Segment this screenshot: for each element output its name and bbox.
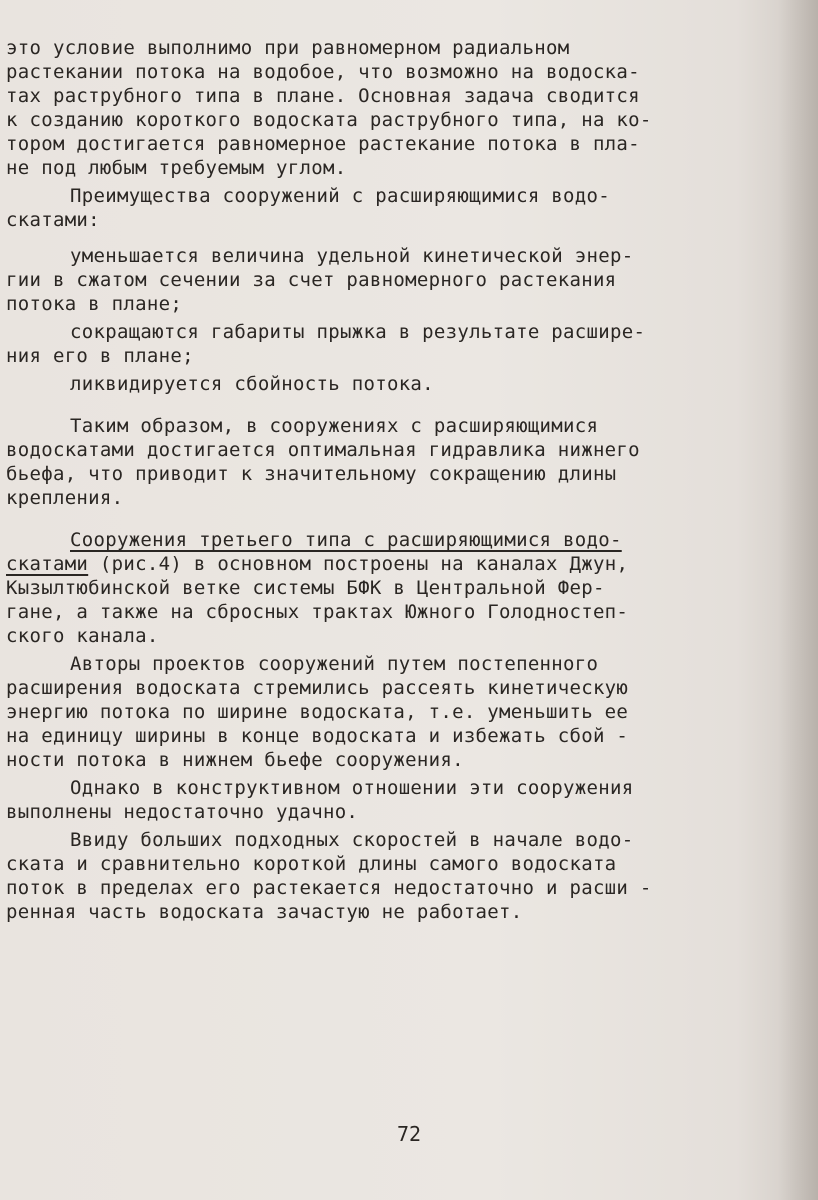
text-line: расширения водоската стремились рассеять кинетическую (6, 677, 629, 699)
page-number: 72 (396, 1122, 422, 1146)
text-line: поток в пределах его растекается недостаточно и расши - (6, 877, 652, 899)
text-line: Однако в конструктивном отношении эти сооружения (70, 777, 634, 799)
section-heading-line: Сооружения третьего типа с расширяющимися водо- (70, 529, 622, 551)
text-line: Ввиду больших подходных скоростей в начале водо- (70, 829, 634, 851)
text-line: Авторы проектов сооружений путем постепенного (70, 653, 599, 675)
text-line: ренная часть водоската зачастую не работает. (6, 901, 523, 923)
text-line: Кызылтюбинской ветке системы БФК в Центральной Фер- (6, 577, 605, 599)
text-line: ности потока в нижнем бьефе сооружения. (6, 749, 464, 771)
text-line: ского канала. (6, 625, 159, 647)
text-line: к созданию короткого водоската раструбного типа, на ко- (6, 109, 652, 131)
text-line: это условие выполнимо при равномерном радиальном (6, 37, 570, 59)
text-line: тах раструбного типа в плане. Основная задача сводится (6, 85, 640, 107)
text-line: водоскатами достигается оптимальная гидравлика нижнего (6, 439, 640, 461)
text-line: гане, а также на сбросных трактах Южного Голодностеп- (6, 601, 629, 623)
text-line: бьефа, что приводит к значительному сокращению длины (6, 463, 617, 485)
text-line-rest: (рис.4) в основном построены на каналах Джун, (88, 553, 629, 575)
text-line: ния его в плане; (6, 345, 194, 367)
text-line: Преимущества сооружений с расширяющимися водо- (70, 185, 610, 207)
text-line: уменьшается величина удельной кинетической энер- (70, 245, 634, 267)
text-line: гии в сжатом сечении за счет равномерного растекания (6, 269, 617, 291)
text-line (6, 552, 736, 576)
text-line: Таким образом, в сооружениях с расширяющимися (70, 415, 599, 437)
text-line: тором достигается равномерное растекание потока в пла- (6, 133, 640, 155)
section-heading-end: скатами (6, 553, 89, 575)
text-line: не под любым требуемым углом. (6, 157, 347, 179)
text-line: ската и сравнительно короткой длины самого водоската (6, 853, 617, 875)
text-line: ликвидируется сбойность потока. (70, 373, 434, 395)
text-line: энергию потока по ширине водоската, т.е. уменьшить ее (6, 701, 629, 723)
page-edge-shadow (778, 0, 818, 1200)
text-line: крепления. (6, 487, 124, 509)
body-text (6, 36, 736, 924)
text-line: сокращаются габариты прыжка в результате расшире- (70, 321, 646, 343)
text-line: потока в плане; (6, 293, 183, 315)
text-line: растекании потока на водобое, что возможно на водоска- (6, 61, 640, 83)
text-line: выполнены недостаточно удачно. (6, 801, 359, 823)
text-line: скатами: (6, 209, 100, 231)
text-line: на единицу ширины в конце водоската и избежать сбой - (6, 725, 629, 747)
